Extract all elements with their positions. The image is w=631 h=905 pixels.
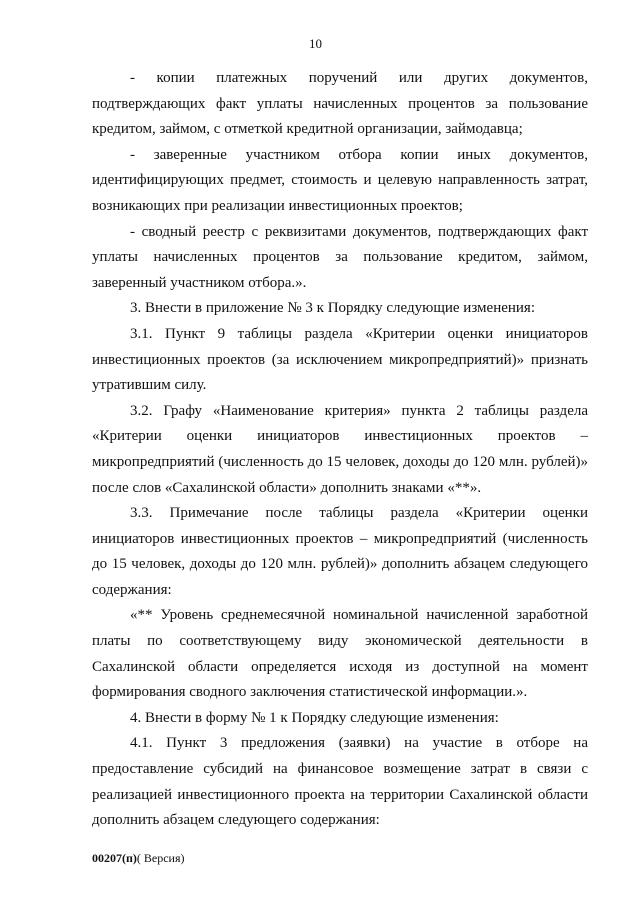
paragraph-footnote-quote: «** Уровень среднемесячной номинальной начисленной заработной платы по соответствующему виду экономической деятельности в Сахалинской области определяется исходя из доступной на момент формирования сводного заключения статистической информации.». bbox=[92, 607, 588, 701]
paragraph-item-3: 3. Внести в приложение № 3 к Порядку следующие изменения: bbox=[130, 300, 535, 317]
paragraph-item-3-2: 3.2. Графу «Наименование критерия» пункта 2 таблицы раздела «Критерии оценки инициаторов инвестиционных проектов – микропредприятий (численность до 15 человек, доходы до 120 млн. рублей)» после слов «Сахалинской области» дополнить знаками «**». bbox=[92, 402, 588, 496]
paragraph-item-3-3: 3.3. Примечание после таблицы раздела «Критерии оценки инициаторов инвестиционных проектов – микропредприятий (численность до 15 человек, доходы до 120 млн. рублей)» дополнить абзацем следующего содержания: bbox=[92, 505, 588, 598]
page-number: 10 bbox=[309, 36, 322, 51]
footer-version: ( Версия) bbox=[136, 851, 185, 865]
paragraph-item-3-1: 3.1. Пункт 9 таблицы раздела «Критерии оценки инициаторов инвестиционных проектов (за исключением микропредприятий)» признать утратившим силу. bbox=[92, 325, 588, 394]
document-body bbox=[92, 66, 588, 834]
paragraph-certified-copies: - заверенные участником отбора копии иных документов, идентифицирующих предмет, стоимость и целевую направленность затрат, возникающих при реализации инвестиционных проектов; bbox=[92, 146, 588, 214]
paragraph-summary-register: - сводный реестр с реквизитами документов, подтверждающих факт уплаты начисленных процентов за пользование кредитом, займом, заверенный участником отбора.». bbox=[92, 223, 588, 291]
document-footer bbox=[92, 851, 185, 866]
paragraph-payment-orders: - копии платежных поручений или других документов, подтверждающих факт уплаты начисленных процентов за пользование кредитом, займом, с отметкой кредитной организации, займодавца; bbox=[92, 70, 588, 138]
paragraph-item-4-1: 4.1. Пункт 3 предложения (заявки) на участие в отборе на предоставление субсидий на финансовое возмещение затрат в связи с реализацией инвестиционного проекта на территории Сахалинской области дополнить абзацем следующего содержания: bbox=[92, 735, 588, 829]
footer-code: 00207(п) bbox=[92, 851, 137, 865]
paragraph-item-4: 4. Внести в форму № 1 к Порядку следующие изменения: bbox=[130, 709, 499, 726]
